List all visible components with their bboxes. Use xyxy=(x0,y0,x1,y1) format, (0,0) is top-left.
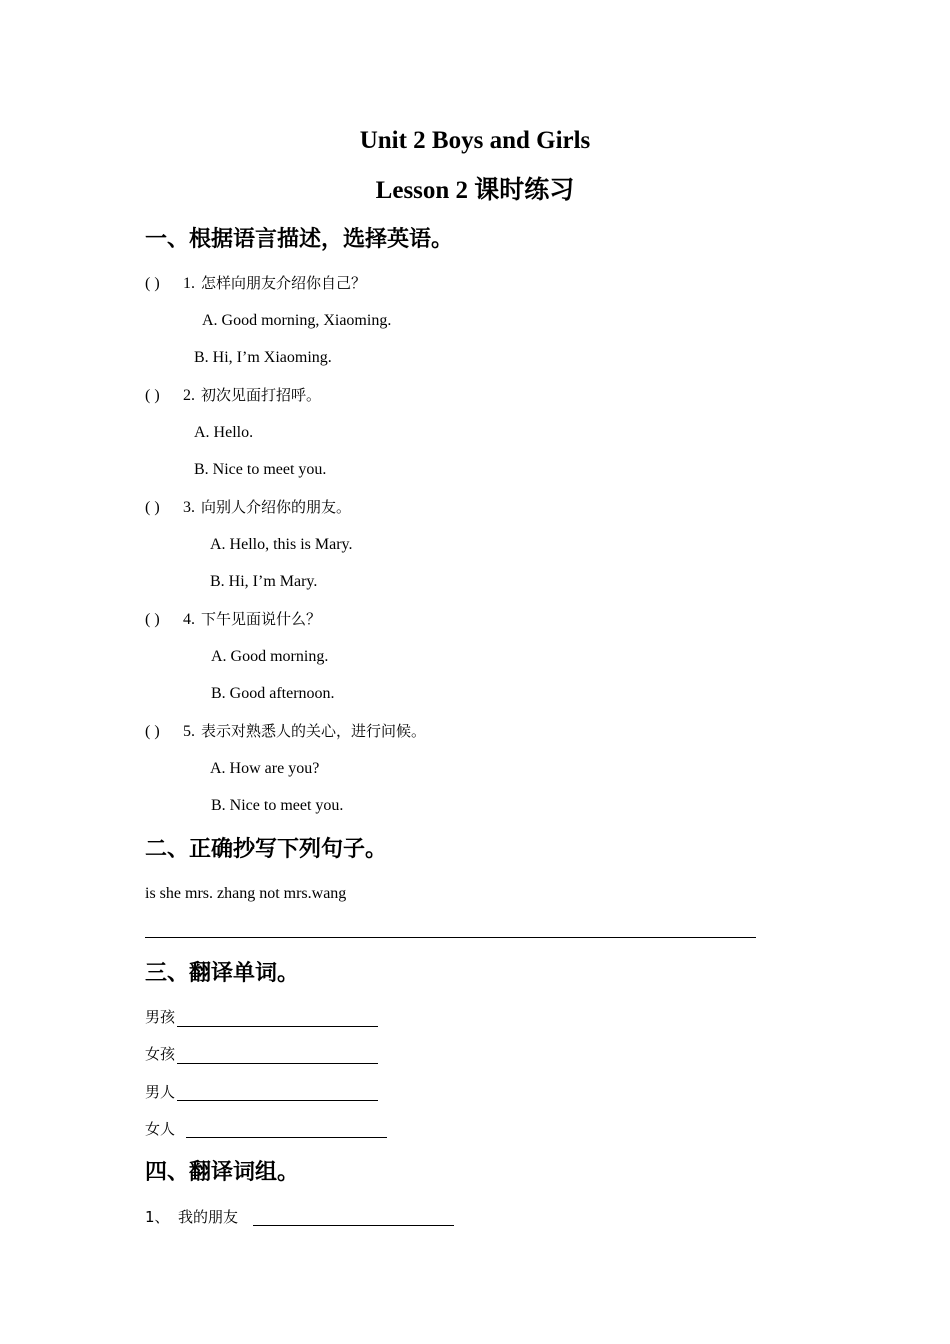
question-5-option-a: A. How are you? xyxy=(210,760,320,777)
question-3 xyxy=(145,497,351,518)
question-prompt: 初次见面打招呼。 xyxy=(201,386,322,404)
question-1-option-b: B. Hi, I’m Xiaoming. xyxy=(194,349,332,366)
question-number: 5. xyxy=(183,723,195,740)
section-2-heading: 二、正确抄写下列句子。 xyxy=(145,837,388,862)
section-1-heading: 一、根据语言描述，选择英语。 xyxy=(145,227,454,252)
question-1-option-a: A. Good morning, Xiaoming. xyxy=(202,312,392,329)
phrase-number: 1、 xyxy=(145,1208,170,1226)
word-label-woman: 女人 xyxy=(145,1120,176,1138)
word-answer-line[interactable] xyxy=(186,1137,387,1138)
question-2 xyxy=(145,385,321,406)
section-3-heading: 三、翻译单词。 xyxy=(145,961,300,986)
question-prompt: 怎样向朋友介绍你自己？ xyxy=(201,274,367,292)
word-answer-line[interactable] xyxy=(177,1026,378,1027)
question-3-option-b: B. Hi, I’m Mary. xyxy=(210,573,318,590)
answer-blank[interactable]: ( ) xyxy=(145,387,160,404)
copy-answer-line[interactable] xyxy=(145,937,756,938)
question-5-option-b: B. Nice to meet you. xyxy=(211,797,344,814)
word-answer-line[interactable] xyxy=(177,1100,378,1101)
question-number: 1. xyxy=(183,275,195,292)
page-subtitle: Lesson 2 课时练习 xyxy=(375,177,575,204)
phrase-answer-line[interactable] xyxy=(253,1225,454,1226)
question-3-option-a: A. Hello, this is Mary. xyxy=(210,536,353,553)
copy-sentence: is she mrs. zhang not mrs.wang xyxy=(145,885,347,902)
word-answer-line[interactable] xyxy=(177,1063,378,1064)
answer-blank[interactable]: ( ) xyxy=(145,499,160,516)
phrase-label-my-friend: 我的朋友 xyxy=(178,1208,239,1226)
question-4-option-b: B. Good afternoon. xyxy=(211,685,335,702)
answer-blank[interactable]: ( ) xyxy=(145,723,160,740)
word-label-girl: 女孩 xyxy=(145,1045,176,1063)
word-label-man: 男人 xyxy=(145,1083,176,1101)
question-prompt: 向别人介绍你的朋友。 xyxy=(201,498,352,516)
question-2-option-b: B. Nice to meet you. xyxy=(194,461,327,478)
word-label-boy: 男孩 xyxy=(145,1008,176,1026)
page-title: Unit 2 Boys and Girls xyxy=(359,127,591,154)
answer-blank[interactable]: ( ) xyxy=(145,275,160,292)
question-4-option-a: A. Good morning. xyxy=(211,648,329,665)
question-2-option-a: A. Hello. xyxy=(194,424,254,441)
question-1 xyxy=(145,273,366,294)
question-4 xyxy=(145,609,321,630)
section-4-heading: 四、翻译词组。 xyxy=(145,1160,300,1185)
question-number: 4. xyxy=(183,611,195,628)
question-prompt: 下午见面说什么？ xyxy=(201,610,322,628)
question-5 xyxy=(145,721,426,742)
answer-blank[interactable]: ( ) xyxy=(145,611,160,628)
question-prompt: 表示对熟悉人的关心，进行问候。 xyxy=(201,722,427,740)
question-number: 3. xyxy=(183,499,195,516)
question-number: 2. xyxy=(183,387,195,404)
